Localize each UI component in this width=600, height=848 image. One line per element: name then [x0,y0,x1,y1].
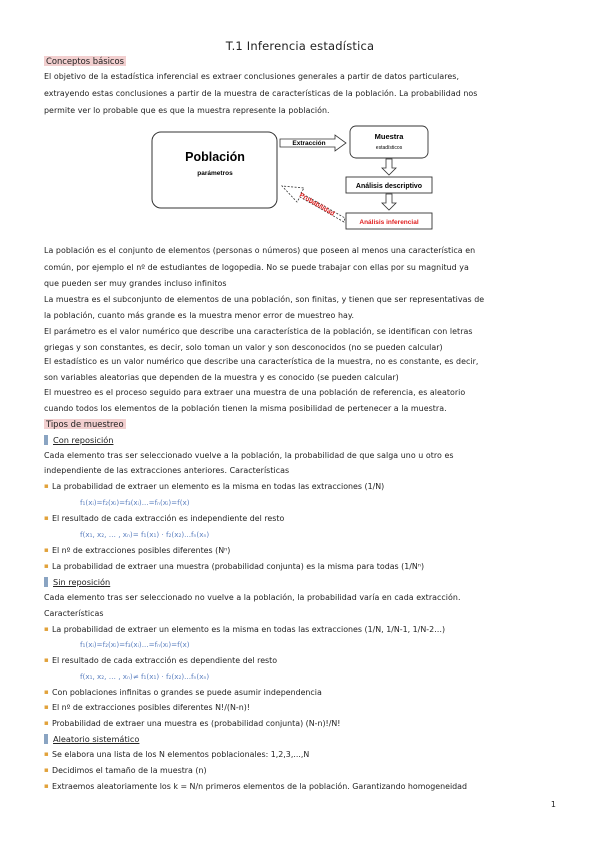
page-title: T.1 Inferencia estadística [225,39,375,53]
section-heading-tipos: Tipos de muestreo [46,419,124,429]
definition-line: común, por ejemplo el nº de estudiantes de logopedia. No se puede trabajar con ellas por su magnitud ya [44,263,469,272]
paragraph-line: permite ver lo probable que es que la muestra represente la población. [44,106,330,115]
poblacion-label: Población [185,150,245,164]
definition-line: cuando todos los elementos de la población tienen la misma posibilidad de pertenecer a la muestra. [44,404,447,413]
analisis-descriptivo-label: Análisis descriptivo [355,183,423,190]
down-arrow-1 [382,159,396,175]
muestra-label: Muestra [374,132,404,141]
extraccion-label: Extracción [292,140,326,147]
definition-line: El muestreo es el proceso seguido para extraer una muestra de una población de referencia, es aleatorio [44,388,466,397]
paragraph-line: independiente de las extracciones anteriores. Características [44,466,290,475]
bullet-item: ▪ La probabilidad de extraer una muestra (probabilidad conjunta) es la misma para todas (1/Nⁿ) [52,562,424,571]
analisis-inferencial-label: Análisis inferencial [359,219,419,226]
inference-diagram [150,122,440,234]
bullet-item: ▪ El nº de extracciones posibles diferentes (Nⁿ) [52,546,230,555]
bullet-item: ▪ Se elabora una lista de los N elementos poblacionales: 1,2,3,...,N [52,750,309,759]
muestra-box [350,126,428,158]
bullet-item: ▪ Decidimos el tamaño de la muestra (n) [52,766,207,775]
definition-line: El estadístico es un valor numérico que describe una característica de la muestra, no es constante, es decir, [44,357,479,366]
parametros-label: parámetros [197,170,233,177]
bullet-item: ▪ La probabilidad de extraer un elemento es la misma en todas las extracciones (1/N, 1/N-1, 1/N-2…) [52,625,445,634]
definition-line: que pueden ser muy grandes incluso infinitos [44,279,227,288]
formula: f₁(xᵢ)=f₂(xᵢ)=f₃(xᵢ)...=fₙ(xᵢ)=f(x) [80,498,190,507]
paragraph-line: Cada elemento tras ser seleccionado no vuelve a la población, la probabilidad varía en cada extracción. [44,593,461,602]
page-number: 1 [550,800,556,809]
down-arrow-2 [382,194,396,210]
section-heading-conceptos: Conceptos básicos [46,56,125,66]
paragraph-line: Cada elemento tras ser seleccionado vuelve a la población, la probabilidad de que salga uno u otro es [44,451,454,460]
estadisticos-label: estadísticos [375,145,403,151]
definition-line: La muestra es el subconjunto de elementos de una población, son finitas, y tienen que ser representativas de [44,295,485,304]
formula: f(x₁, x₂, … , xₙ)= f₁(x₁) · f₂(x₂)...fₙ(xₙ) [80,530,210,539]
definition-line: la población, cuanto más grande es la muestra menor error de muestreo hay. [44,311,355,320]
bullet-item: ▪ El resultado de cada extracción es independiente del resto [52,514,284,523]
formula: f(x₁, x₂, … , xₙ)≠ f₁(x₁) · f₂(x₂)...fₙ(xₙ) [80,672,210,681]
bullet-item: ▪ Extraemos aleatoriamente los k = N/n primeros elementos de la población. Garantizando homogeneidad [52,782,467,791]
paragraph-line: El objetivo de la estadística inferencial es extraer conclusiones generales a partir de datos particulares, [44,72,460,81]
bullet-item: ▪ Probabilidad de extraer una muestra es (probabilidad conjunta) (N-n)!/N! [52,719,340,728]
subheading-con-reposicion: Con reposición [44,435,113,445]
probabilidad-label: Probabilidad [297,191,336,218]
definition-line: griegas y son constantes, es decir, solo toman un valor y son desconocidos (no se pueden calcular) [44,343,443,352]
subheading-sin-reposicion: Sin reposición [44,577,110,587]
paragraph-line: extrayendo estas conclusiones a partir de la muestra de características de la población. La probabilidad nos [44,89,478,98]
subheading-aleatorio-sistematico: Aleatorio sistemático [44,734,139,744]
definition-line: La población es el conjunto de elementos (personas o números) que poseen al menos una característica en [44,246,476,255]
bullet-item: ▪ Con poblaciones infinitas o grandes se puede asumir independencia [52,688,322,697]
paragraph-line: Características [44,609,104,618]
bullet-item: ▪ El resultado de cada extracción es dependiente del resto [52,656,277,665]
formula: f₁(xᵢ)=f₂(xᵢ)=f₃(xᵢ)...=fₙ(xᵢ)=f(x) [80,640,190,649]
definition-line: El parámetro es el valor numérico que describe una característica de la población, se identifican con letras [44,327,473,336]
bullet-item: ▪ El nº de extracciones posibles diferentes N!/(N-n)! [52,703,250,712]
bullet-item: ▪ La probabilidad de extraer un elemento es la misma en todas las extracciones (1/N) [52,482,384,491]
definition-line: son variables aleatorias que dependen de la muestra y es conocido (se pueden calcular) [44,373,399,382]
